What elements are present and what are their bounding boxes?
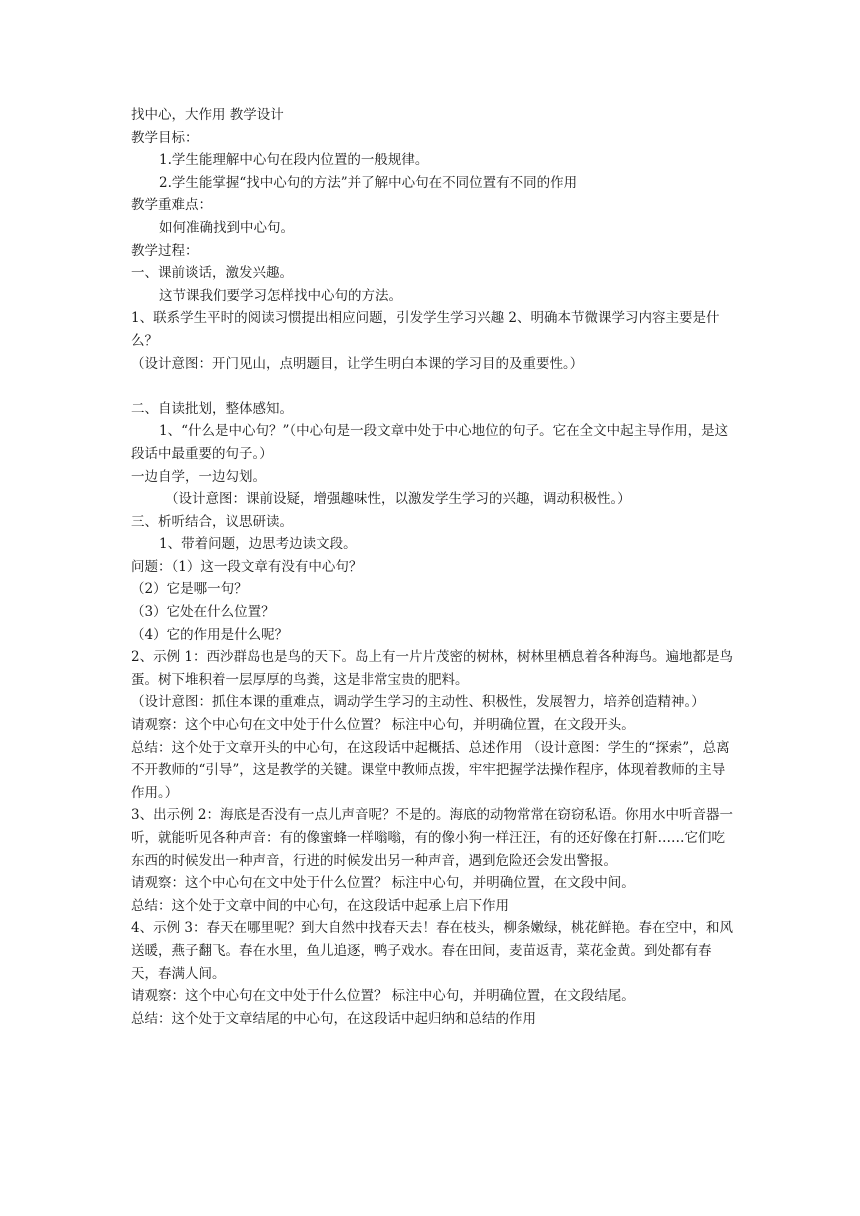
section-heading-goals: 教学目标： [131,129,199,146]
design-intent-note: （设计意图：课前设疑，增强趣味性，以激发学生学习的兴趣，调动积极性。） [165,491,631,508]
document-title: 找中心，大作用 教学设计 [131,107,284,123]
summary: 总结：这个处于文章开头的中心句，在这段话中起概括、总述作用 （设计意图：学生的“探索”，总离不开教师的“引导”，这是教学的关键。课堂中教师点拨，牢牢把握学法操作程序，体现着教师的主导作用。） [131,739,730,801]
goal-item-1: 1.学生能理解中心句在段内位置的一般规律。 [159,152,429,169]
example-2: 3、出示例 2：海底是否没有一点儿声音呢？不是的。海底的动物常常在窃窃私语。你用水中听音器一听，就能听见各种声音：有的像蜜蜂一样嗡嗡，有的像小狗一样汪汪，有的还好像在打鼾……它们吃东西的时候发出一种声音，行进的时候发出另一种声音，遇到危险还会发出警报。 [131,807,733,869]
paragraph: 这节课我们要学习怎样找中心句的方法。 [159,287,402,304]
difficulty-text: 如何准确找到中心句。 [159,219,294,236]
summary: 总结：这个处于文章中间的中心句，在这段话中起承上启下作用 [131,897,509,914]
paragraph: 1、“什么是中心句？”（中心句是一段文章中处于中心地位的句子。它在全文中起主导作用，是这段话中最重要的句子。） [131,423,729,462]
blank-line [131,375,735,398]
step-heading-2: 二、自读批划，整体感知。 [131,400,293,417]
question-3: （3）它处在什么位置？ [131,604,275,621]
question-4: （4）它的作用是什么呢？ [131,626,289,643]
step-heading-1: 一、课前谈话，激发兴趣。 [131,265,293,282]
design-intent-note: （设计意图：抓住本课的重难点，调动学生学习的主动性、积极性，发展智力，培养创造精神。） [131,694,705,711]
document-body [131,104,735,1030]
observation: 请观察：这个中心句在文中处于什么位置？ 标注中心句，并明确位置，在文段中间。 [131,875,635,892]
question-1: 问题：（1）这一段文章有没有中心句？ [131,558,363,575]
question-2: （2）它是哪一句？ [131,581,248,598]
example-3: 4、示例 3：春天在哪里呢？到大自然中找春天去！春在枝头，柳条嫩绿，桃花鲜艳。春在空中，和风送暖，燕子翻飞。春在水里，鱼儿追逐，鸭子戏水。春在田间，麦苗返青，菜花金黄。到处都有春天，春满人间。 [131,920,733,982]
paragraph: 1、联系学生平时的阅读习惯提出相应问题，引发学生学习兴趣 2、明确本节微课学习内容主要是什么？ [131,310,720,349]
summary: 总结：这个处于文章结尾的中心句，在这段话中起归纳和总结的作用 [131,1010,536,1027]
observation: 请观察：这个中心句在文中处于什么位置？ 标注中心句，并明确位置，在文段开头。 [131,717,635,734]
goal-item-2: 2.学生能掌握“找中心句的方法”并了解中心句在不同位置有不同的作用 [159,174,578,191]
step-heading-3: 三、析听结合，议思研读。 [131,513,293,530]
example-1: 2、示例 1：西沙群岛也是鸟的天下。岛上有一片片茂密的树林，树林里栖息着各种海鸟。遍地都是鸟蛋。树下堆积着一层厚厚的鸟粪，这是非常宝贵的肥料。 [131,649,733,688]
section-heading-process: 教学过程： [131,242,199,259]
observation: 请观察：这个中心句在文中处于什么位置？ 标注中心句，并明确位置，在文段结尾。 [131,988,635,1005]
paragraph: 一边自学，一边勾划。 [131,468,266,485]
paragraph: 1、带着问题，边思考边读文段。 [159,536,357,553]
design-intent-note: （设计意图：开门见山，点明题目，让学生明白本课的学习目的及重要性。） [131,355,584,372]
section-heading-difficulty: 教学重难点： [131,197,212,214]
